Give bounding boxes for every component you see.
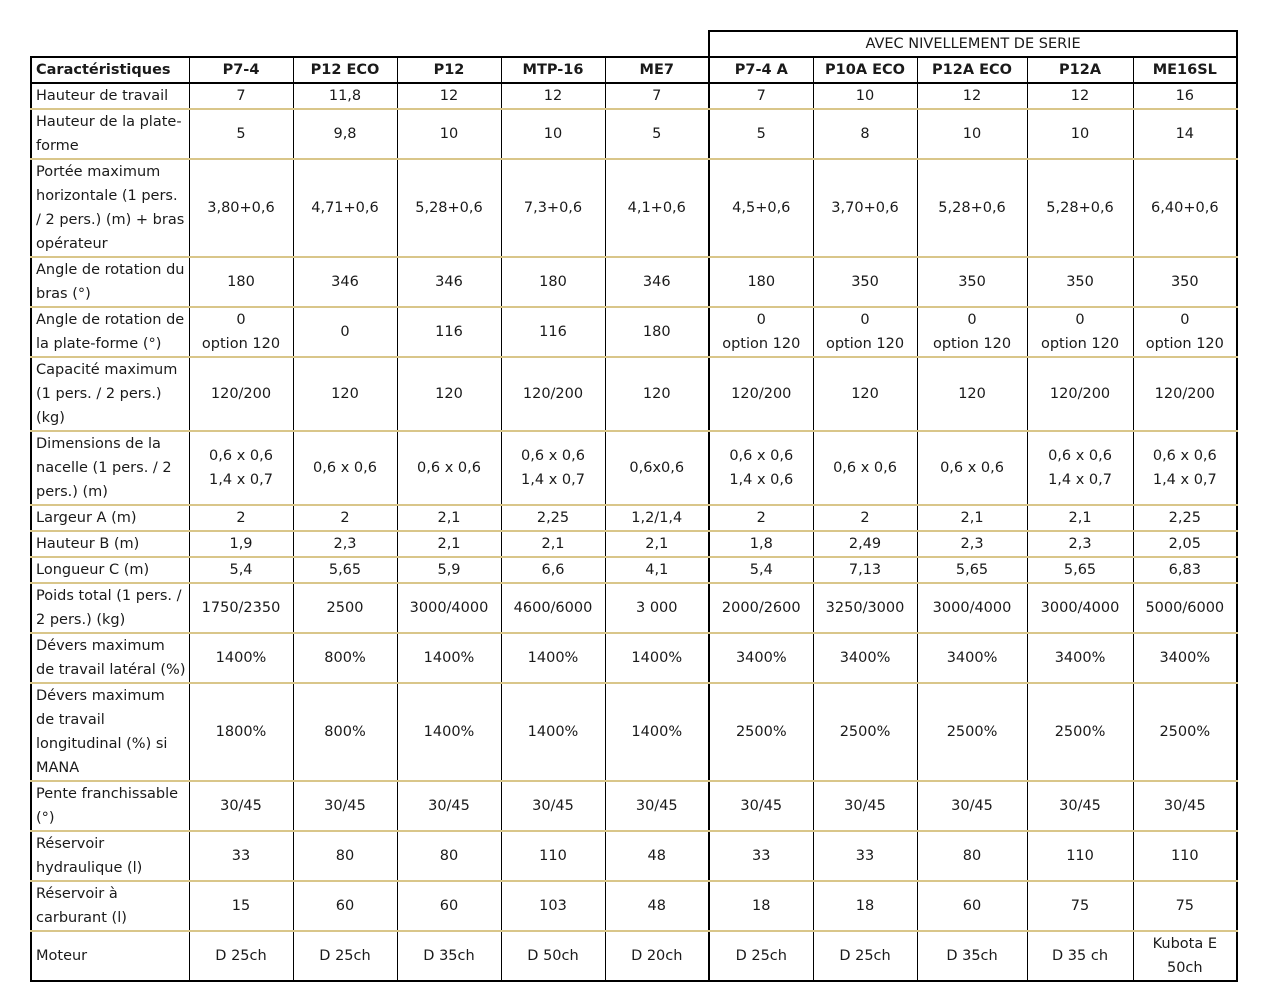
table-cell: 2,25 [1133, 505, 1237, 531]
row-label: Dimensions de la nacelle (1 pers. / 2 pers.) (m) [31, 431, 189, 505]
table-cell: 6,83 [1133, 557, 1237, 583]
table-cell: 2500 [293, 583, 397, 633]
table-cell: 1400% [397, 683, 501, 781]
table-cell: 103 [501, 881, 605, 931]
table-cell: 12 [917, 83, 1027, 109]
table-cell: 2,3 [917, 531, 1027, 557]
table-row [31, 307, 1237, 357]
row-label: Poids total (1 pers. / 2 pers.) (kg) [31, 583, 189, 633]
table-cell: 12 [501, 83, 605, 109]
table-cell: 75 [1027, 881, 1133, 931]
table-cell: 1400% [189, 633, 293, 683]
table-cell: 1400% [397, 633, 501, 683]
table-cell: 2500% [813, 683, 917, 781]
table-cell: 180 [189, 257, 293, 307]
table-cell: 0,6 x 0,6 1,4 x 0,7 [189, 431, 293, 505]
table-cell: 3,80+0,6 [189, 159, 293, 257]
table-cell: 7 [189, 83, 293, 109]
table-cell: 350 [813, 257, 917, 307]
row-label: Moteur [31, 931, 189, 981]
table-cell: 120 [293, 357, 397, 431]
table-cell: 2,1 [917, 505, 1027, 531]
table-row [31, 557, 1237, 583]
row-label: Capacité maximum (1 pers. / 2 pers.) (kg) [31, 357, 189, 431]
table-cell: 7,13 [813, 557, 917, 583]
table-cell: 3 000 [605, 583, 709, 633]
table-cell: 180 [501, 257, 605, 307]
table-cell: 60 [397, 881, 501, 931]
row-label: Portée maximum horizontale (1 pers. / 2 pers.) (m) + bras opérateur [31, 159, 189, 257]
table-cell: 346 [397, 257, 501, 307]
table-cell: 2,1 [397, 505, 501, 531]
table-cell: 60 [917, 881, 1027, 931]
table-cell: 2,05 [1133, 531, 1237, 557]
row-label: Hauteur de travail [31, 83, 189, 109]
table-cell: 2,3 [1027, 531, 1133, 557]
table-cell: 2,25 [501, 505, 605, 531]
table-cell: 4,71+0,6 [293, 159, 397, 257]
table-cell: 110 [1027, 831, 1133, 881]
table-cell: D 50ch [501, 931, 605, 981]
table-cell: 33 [709, 831, 813, 881]
table-cell: 3,70+0,6 [813, 159, 917, 257]
table-cell: 0,6x0,6 [605, 431, 709, 505]
table-cell: 5 [189, 109, 293, 159]
table-cell: 3400% [813, 633, 917, 683]
table-cell: 5,28+0,6 [1027, 159, 1133, 257]
spec-table [30, 30, 1238, 982]
table-cell: 2000/2600 [709, 583, 813, 633]
table-cell: 1400% [605, 633, 709, 683]
table-cell: 5 [709, 109, 813, 159]
table-cell: 75 [1133, 881, 1237, 931]
table-row [31, 257, 1237, 307]
table-row [31, 357, 1237, 431]
table-cell: 0,6 x 0,6 [397, 431, 501, 505]
table-cell: 30/45 [605, 781, 709, 831]
table-cell: 180 [709, 257, 813, 307]
table-cell: 0 option 120 [1027, 307, 1133, 357]
table-cell: 15 [189, 881, 293, 931]
table-cell: 0,6 x 0,6 [917, 431, 1027, 505]
table-cell: D 35ch [917, 931, 1027, 981]
table-cell: 80 [397, 831, 501, 881]
table-cell: 346 [293, 257, 397, 307]
table-cell: 16 [1133, 83, 1237, 109]
table-cell: 120 [397, 357, 501, 431]
model-header: MTP-16 [501, 57, 605, 83]
table-cell: 6,40+0,6 [1133, 159, 1237, 257]
row-label: Hauteur de la plate-forme [31, 109, 189, 159]
table-row [31, 633, 1237, 683]
table-cell: 5,28+0,6 [917, 159, 1027, 257]
table-cell: 30/45 [917, 781, 1027, 831]
table-cell: Kubota E 50ch [1133, 931, 1237, 981]
table-cell: 800% [293, 683, 397, 781]
table-row [31, 109, 1237, 159]
table-cell: 9,8 [293, 109, 397, 159]
table-cell: 30/45 [709, 781, 813, 831]
table-cell: 5,28+0,6 [397, 159, 501, 257]
table-cell: 10 [397, 109, 501, 159]
super-header-cell: AVEC NIVELLEMENT DE SERIE [709, 31, 1237, 57]
table-cell: 5,4 [709, 557, 813, 583]
table-cell: 5,65 [293, 557, 397, 583]
table-cell: 10 [917, 109, 1027, 159]
table-cell: D 25ch [813, 931, 917, 981]
table-cell: D 35ch [397, 931, 501, 981]
table-cell: 2500% [917, 683, 1027, 781]
table-row [31, 881, 1237, 931]
table-cell: 5,4 [189, 557, 293, 583]
row-label: Hauteur B (m) [31, 531, 189, 557]
table-cell: 800% [293, 633, 397, 683]
table-cell: 30/45 [813, 781, 917, 831]
table-row [31, 159, 1237, 257]
table-cell: 18 [813, 881, 917, 931]
super-header-row [31, 31, 1237, 57]
table-cell: 5 [605, 109, 709, 159]
super-header-spacer [31, 31, 709, 57]
row-label: Réservoir hydraulique (l) [31, 831, 189, 881]
table-cell: 3000/4000 [397, 583, 501, 633]
table-cell: 0 option 120 [917, 307, 1027, 357]
table-cell: D 25ch [293, 931, 397, 981]
table-cell: 2,3 [293, 531, 397, 557]
table-cell: 350 [1133, 257, 1237, 307]
table-cell: 30/45 [293, 781, 397, 831]
table-cell: 4,5+0,6 [709, 159, 813, 257]
table-cell: D 20ch [605, 931, 709, 981]
table-row [31, 505, 1237, 531]
model-header: ME16SL [1133, 57, 1237, 83]
model-header: P12 [397, 57, 501, 83]
table-cell: 1800% [189, 683, 293, 781]
table-cell: 3250/3000 [813, 583, 917, 633]
table-cell: 0,6 x 0,6 1,4 x 0,7 [1027, 431, 1133, 505]
table-cell: 0 option 120 [813, 307, 917, 357]
table-cell: 2 [293, 505, 397, 531]
table-cell: 2,49 [813, 531, 917, 557]
row-label: Dévers maximum de travail longitudinal (%) si MANA [31, 683, 189, 781]
table-cell: 30/45 [501, 781, 605, 831]
table-cell: 10 [1027, 109, 1133, 159]
table-cell: 4,1+0,6 [605, 159, 709, 257]
table-cell: 18 [709, 881, 813, 931]
table-cell: D 25ch [189, 931, 293, 981]
table-cell: 2 [709, 505, 813, 531]
header-label: Caractéristiques [31, 57, 189, 83]
table-cell: 120 [605, 357, 709, 431]
table-cell: 0,6 x 0,6 1,4 x 0,6 [709, 431, 813, 505]
table-cell: 5000/6000 [1133, 583, 1237, 633]
model-header: P12A [1027, 57, 1133, 83]
table-cell: 350 [1027, 257, 1133, 307]
table-cell: 8 [813, 109, 917, 159]
table-row [31, 831, 1237, 881]
table-cell: 120/200 [1027, 357, 1133, 431]
header-row [31, 57, 1237, 83]
model-header: P12A ECO [917, 57, 1027, 83]
table-cell: 33 [813, 831, 917, 881]
table-cell: 120 [813, 357, 917, 431]
table-cell: 5,9 [397, 557, 501, 583]
table-cell: 0 [293, 307, 397, 357]
model-header: P10A ECO [813, 57, 917, 83]
table-cell: 7 [605, 83, 709, 109]
table-cell: 0,6 x 0,6 1,4 x 0,7 [1133, 431, 1237, 505]
table-cell: 3400% [709, 633, 813, 683]
table-cell: 110 [1133, 831, 1237, 881]
table-cell: 0,6 x 0,6 [293, 431, 397, 505]
row-label: Longueur C (m) [31, 557, 189, 583]
table-cell: 48 [605, 881, 709, 931]
table-cell: 33 [189, 831, 293, 881]
table-cell: 14 [1133, 109, 1237, 159]
row-label: Dévers maximum de travail latéral (%) [31, 633, 189, 683]
table-row [31, 781, 1237, 831]
table-cell: 2500% [1027, 683, 1133, 781]
table-cell: 5,65 [917, 557, 1027, 583]
table-cell: 3000/4000 [1027, 583, 1133, 633]
table-cell: 116 [397, 307, 501, 357]
table-cell: 30/45 [1027, 781, 1133, 831]
table-cell: 4,1 [605, 557, 709, 583]
table-cell: 120/200 [709, 357, 813, 431]
table-cell: 2,1 [397, 531, 501, 557]
table-cell: 120/200 [501, 357, 605, 431]
table-row [31, 931, 1237, 981]
table-cell: 120/200 [1133, 357, 1237, 431]
table-cell: 0 option 120 [1133, 307, 1237, 357]
table-cell: 30/45 [189, 781, 293, 831]
model-header: ME7 [605, 57, 709, 83]
table-cell: 7,3+0,6 [501, 159, 605, 257]
row-label: Angle de rotation de la plate-forme (°) [31, 307, 189, 357]
table-cell: 3000/4000 [917, 583, 1027, 633]
model-header: P12 ECO [293, 57, 397, 83]
table-cell: 180 [605, 307, 709, 357]
table-cell: 30/45 [397, 781, 501, 831]
table-cell: 80 [293, 831, 397, 881]
table-cell: 1750/2350 [189, 583, 293, 633]
table-cell: 2,1 [605, 531, 709, 557]
table-cell: 0,6 x 0,6 1,4 x 0,7 [501, 431, 605, 505]
model-header: P7-4 [189, 57, 293, 83]
table-cell: 1400% [501, 683, 605, 781]
table-cell: D 25ch [709, 931, 813, 981]
table-cell: 120/200 [189, 357, 293, 431]
table-cell: 0 option 120 [709, 307, 813, 357]
row-label: Largeur A (m) [31, 505, 189, 531]
table-row [31, 683, 1237, 781]
table-cell: 5,65 [1027, 557, 1133, 583]
row-label: Angle de rotation du bras (°) [31, 257, 189, 307]
table-cell: 0 option 120 [189, 307, 293, 357]
table-cell: 1,2/1,4 [605, 505, 709, 531]
table-cell: 116 [501, 307, 605, 357]
row-label: Pente franchissable (°) [31, 781, 189, 831]
table-cell: 48 [605, 831, 709, 881]
table-cell: 4600/6000 [501, 583, 605, 633]
table-cell: 10 [813, 83, 917, 109]
table-cell: 1,9 [189, 531, 293, 557]
table-cell: 3400% [1133, 633, 1237, 683]
table-cell: 0,6 x 0,6 [813, 431, 917, 505]
table-cell: 12 [1027, 83, 1133, 109]
table-cell: 2500% [709, 683, 813, 781]
table-row [31, 531, 1237, 557]
table-row [31, 431, 1237, 505]
table-cell: 2500% [1133, 683, 1237, 781]
table-cell: 3400% [917, 633, 1027, 683]
table-cell: 10 [501, 109, 605, 159]
model-header: P7-4 A [709, 57, 813, 83]
row-label: Réservoir à carburant (l) [31, 881, 189, 931]
table-cell: 11,8 [293, 83, 397, 109]
table-row [31, 83, 1237, 109]
table-cell: 2 [813, 505, 917, 531]
table-cell: 2 [189, 505, 293, 531]
table-cell: 80 [917, 831, 1027, 881]
table-row [31, 583, 1237, 633]
table-cell: 1,8 [709, 531, 813, 557]
table-cell: 30/45 [1133, 781, 1237, 831]
table-cell: 12 [397, 83, 501, 109]
table-cell: 110 [501, 831, 605, 881]
table-cell: 6,6 [501, 557, 605, 583]
table-cell: 350 [917, 257, 1027, 307]
table-cell: 2,1 [1027, 505, 1133, 531]
table-cell: 60 [293, 881, 397, 931]
table-cell: 1400% [501, 633, 605, 683]
table-cell: D 35 ch [1027, 931, 1133, 981]
table-cell: 1400% [605, 683, 709, 781]
table-cell: 2,1 [501, 531, 605, 557]
table-cell: 120 [917, 357, 1027, 431]
table-cell: 3400% [1027, 633, 1133, 683]
table-cell: 346 [605, 257, 709, 307]
table-cell: 7 [709, 83, 813, 109]
